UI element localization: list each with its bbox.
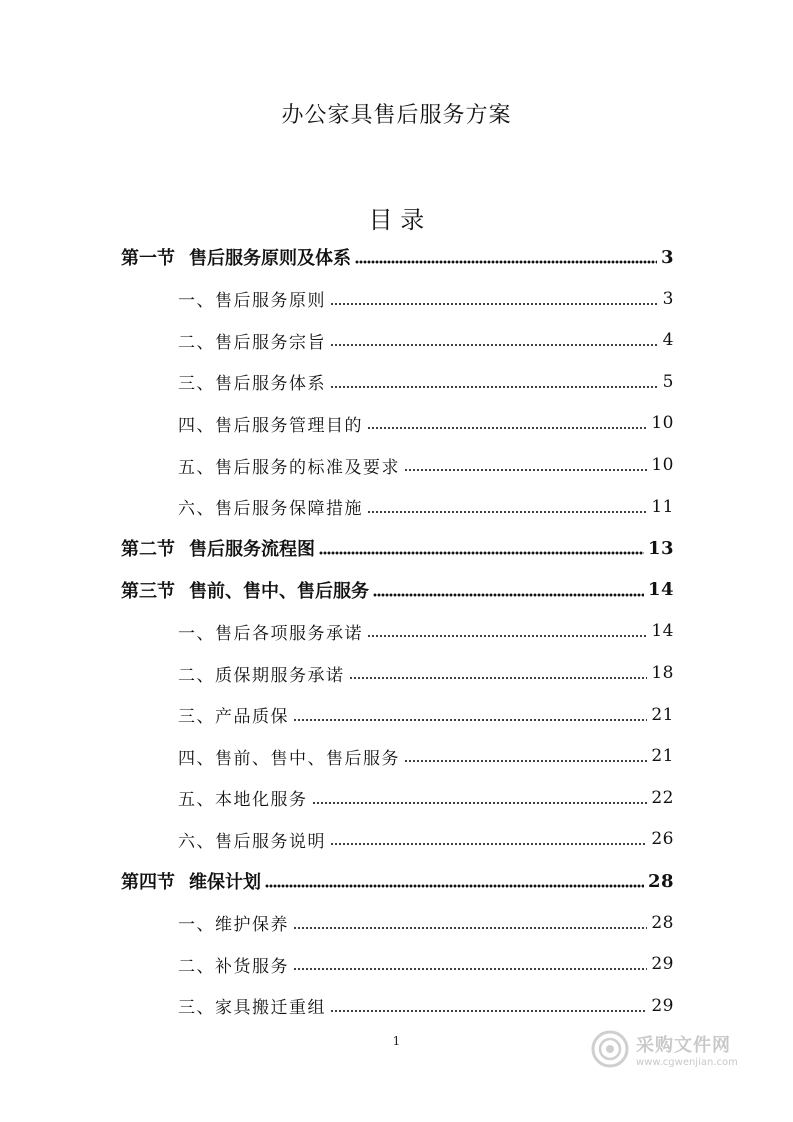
toc-page-number: 3 <box>660 246 674 268</box>
toc-page-number: 22 <box>651 787 674 808</box>
toc-heading: 目 录 <box>368 206 425 234</box>
toc-section-number: 第一节 <box>121 248 175 269</box>
toc-entry-title: 三、家具搬迁重组 <box>178 998 326 1019</box>
toc-entry-title: 二、质保期服务承诺 <box>178 665 345 686</box>
toc-entry-title: 五、售后服务的标准及要求 <box>178 457 400 478</box>
watermark-name: 采购文件网 <box>636 1034 731 1056</box>
toc-entry-label <box>121 577 369 603</box>
toc-section-number: 第二节 <box>121 539 175 561</box>
toc-page-number: 21 <box>651 746 674 767</box>
watermark-text <box>636 1031 738 1068</box>
toc-dot-leader <box>330 302 659 306</box>
toc-entry-title: 二、售后服务宗旨 <box>178 332 326 353</box>
toc-entry-label <box>121 868 261 894</box>
toc-entry-title: 售后服务原则及体系 <box>189 248 351 269</box>
toc-subsection-entry[interactable] <box>178 402 674 444</box>
toc-page-number: 10 <box>651 455 674 475</box>
watermark-url: www.cgwenjian.com <box>636 1056 738 1068</box>
toc-subsection-entry[interactable] <box>178 735 674 777</box>
toc-page-number: 29 <box>651 995 674 1016</box>
toc-entry-title: 一、售后服务原则 <box>178 291 326 312</box>
toc-page-number: 18 <box>651 663 674 683</box>
toc-page-number: 10 <box>651 413 674 434</box>
toc-entry-title: 三、售后服务体系 <box>178 374 326 395</box>
toc-page-number: 21 <box>651 704 674 725</box>
toc-entry-title: 六、售后服务保障措施 <box>178 499 363 520</box>
toc-page-number: 29 <box>651 954 674 975</box>
toc-dot-leader <box>404 759 647 763</box>
toc-entry-title: 售前、售中、售后服务 <box>189 580 369 602</box>
toc-subsection-entry[interactable] <box>178 361 674 403</box>
toc-section-entry[interactable] <box>121 236 674 278</box>
cgwenjian-logo-icon <box>590 1029 630 1069</box>
toc-subsection-entry[interactable] <box>178 278 674 320</box>
toc-section-number: 第三节 <box>121 580 175 602</box>
toc-section-entry[interactable] <box>121 527 674 569</box>
toc-entry-label <box>178 785 308 810</box>
toc-subsection-entry[interactable] <box>178 486 674 528</box>
toc-entry-title: 售后服务流程图 <box>189 539 315 561</box>
toc-page-number: 14 <box>647 579 674 601</box>
toc-entry-title: 维保计划 <box>189 872 261 893</box>
toc-dot-leader <box>330 1009 647 1013</box>
toc-dot-leader <box>355 260 657 264</box>
toc-entry-label <box>178 411 363 436</box>
toc-subsection-entry[interactable] <box>178 777 674 819</box>
toc-entry-label <box>121 535 315 561</box>
toc-dot-leader <box>319 551 644 555</box>
toc-dot-leader <box>373 593 644 597</box>
toc-dot-leader <box>312 801 648 805</box>
toc-entry-label <box>178 494 363 519</box>
document-title: 办公家具售后服务方案 <box>281 103 512 128</box>
toc-subsection-entry[interactable] <box>178 694 674 736</box>
toc-entry-label <box>178 744 400 769</box>
toc-entry-label <box>178 993 326 1018</box>
toc-entry-title: 一、售后各项服务承诺 <box>178 623 363 644</box>
toc-page-number: 14 <box>651 621 674 642</box>
toc-subsection-entry[interactable] <box>178 444 674 486</box>
toc-dot-leader <box>367 634 647 638</box>
toc-subsection-entry[interactable] <box>178 610 674 652</box>
toc-entry-title: 一、维护保养 <box>178 915 289 936</box>
toc-dot-leader <box>367 510 647 514</box>
toc-dot-leader <box>293 967 647 971</box>
toc-subsection-entry[interactable] <box>178 319 674 361</box>
toc-entry-title: 五、本地化服务 <box>178 790 308 811</box>
toc-section-number: 第四节 <box>121 872 175 893</box>
toc-entry-label <box>178 369 326 394</box>
toc-page-number: 28 <box>647 870 674 892</box>
toc-dot-leader <box>330 385 659 389</box>
toc-dot-leader <box>367 426 647 430</box>
toc-entry-title: 六、售后服务说明 <box>178 831 326 852</box>
toc-entry-label <box>178 910 289 935</box>
page-number: 1 <box>392 1034 401 1048</box>
toc-dot-leader <box>293 926 647 930</box>
toc-page-number: 11 <box>651 496 674 517</box>
toc-entry-label <box>178 702 289 727</box>
toc-dot-leader <box>265 884 644 888</box>
toc-entry-label <box>178 827 326 852</box>
toc-entry-label <box>178 661 345 686</box>
toc-page-number: 26 <box>651 829 674 850</box>
toc-entry-label <box>178 952 289 977</box>
toc-subsection-entry[interactable] <box>178 818 674 860</box>
toc-dot-leader <box>293 718 647 722</box>
toc-dot-leader <box>330 842 647 846</box>
toc-entry-title: 三、产品质保 <box>178 707 289 728</box>
toc-dot-leader <box>349 676 648 680</box>
toc-entry-title: 四、售后服务管理目的 <box>178 415 363 436</box>
toc-page-number: 13 <box>647 537 674 559</box>
toc-subsection-entry[interactable] <box>178 985 674 1027</box>
toc-entry-label <box>121 244 351 270</box>
toc-page-number: 5 <box>662 371 674 392</box>
toc-dot-leader <box>330 343 659 347</box>
toc-page-number: 28 <box>651 912 674 933</box>
toc-page-number: 4 <box>662 330 674 351</box>
toc-dot-leader <box>404 468 647 472</box>
toc-section-entry[interactable] <box>121 569 674 611</box>
toc-entry-label <box>178 286 326 311</box>
toc-subsection-entry[interactable] <box>178 652 674 694</box>
toc-entry-label <box>178 619 363 644</box>
toc-entry-label <box>178 453 400 478</box>
toc-entry-title: 二、补货服务 <box>178 956 289 977</box>
toc-subsection-entry[interactable] <box>178 943 674 985</box>
toc-subsection-entry[interactable] <box>178 902 674 944</box>
toc-entry-title: 四、售前、售中、售后服务 <box>178 748 400 769</box>
toc-page-number: 3 <box>662 288 674 309</box>
toc-section-entry[interactable] <box>121 860 674 902</box>
watermark <box>590 1024 770 1074</box>
toc-entry-label <box>178 328 326 353</box>
